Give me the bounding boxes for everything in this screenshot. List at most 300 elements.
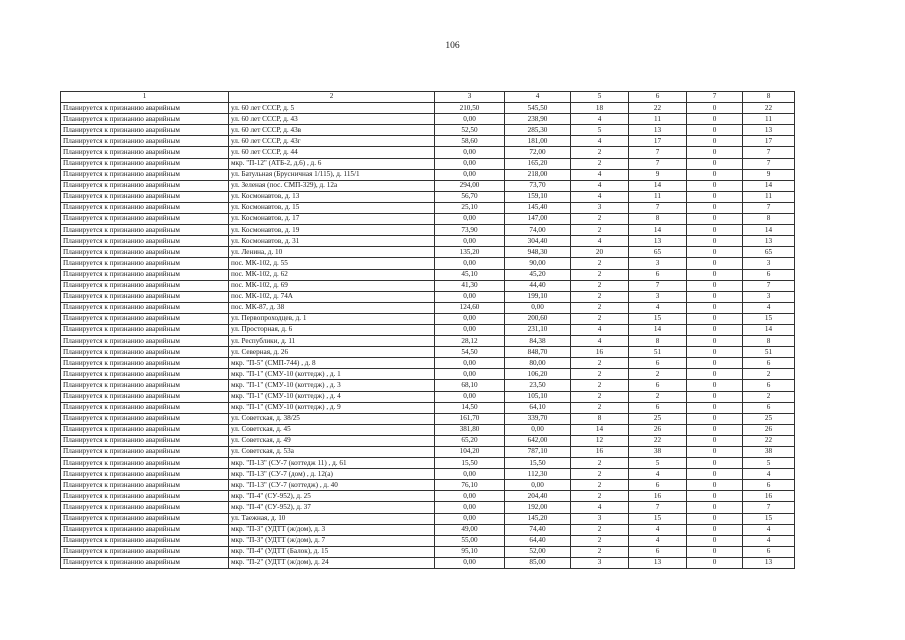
count-cell: 0	[687, 391, 743, 402]
area-cell: 848,70	[505, 347, 571, 358]
area-cell: 0,00	[435, 491, 505, 502]
status-cell: Планируется к признанию аварийным	[61, 269, 229, 280]
area-cell: 0,00	[435, 469, 505, 480]
status-cell: Планируется к признанию аварийным	[61, 103, 229, 114]
count-cell: 9	[743, 169, 795, 180]
address-cell: ул. 60 лет СССР, д. 43г	[229, 136, 435, 147]
status-cell: Планируется к признанию аварийным	[61, 136, 229, 147]
count-cell: 3	[629, 291, 687, 302]
area-cell: 204,40	[505, 491, 571, 502]
housing-register-table	[60, 91, 795, 569]
address-cell: мкр. "П-13" (СУ-7 (коттедж 11) , д. 61	[229, 458, 435, 469]
count-cell: 7	[629, 202, 687, 213]
address-cell: пос. МК-102, д. 62	[229, 269, 435, 280]
count-cell: 2	[629, 369, 687, 380]
count-cell: 5	[743, 458, 795, 469]
count-cell: 0	[687, 247, 743, 258]
area-cell: 787,10	[505, 447, 571, 458]
table-row	[61, 147, 795, 158]
count-cell: 7	[629, 502, 687, 513]
address-cell: мкр. "П-13" (СУ-7 (коттедж) , д. 40	[229, 480, 435, 491]
count-cell: 0	[687, 413, 743, 424]
status-cell: Планируется к признанию аварийным	[61, 214, 229, 225]
area-cell: 0,00	[435, 158, 505, 169]
count-cell: 18	[571, 103, 629, 114]
column-header: 6	[629, 92, 687, 103]
area-cell: 339,70	[505, 413, 571, 424]
table-row	[61, 402, 795, 413]
count-cell: 0	[687, 180, 743, 191]
area-cell: 0,00	[435, 258, 505, 269]
status-cell: Планируется к признанию аварийным	[61, 391, 229, 402]
count-cell: 2	[629, 391, 687, 402]
count-cell: 2	[571, 402, 629, 413]
area-cell: 15,50	[435, 458, 505, 469]
status-cell: Планируется к признанию аварийным	[61, 424, 229, 435]
table-row	[61, 447, 795, 458]
table-row	[61, 480, 795, 491]
count-cell: 22	[743, 435, 795, 446]
count-cell: 8	[629, 336, 687, 347]
count-cell: 3	[743, 258, 795, 269]
table-row	[61, 302, 795, 313]
count-cell: 3	[743, 291, 795, 302]
area-cell: 49,00	[435, 524, 505, 535]
count-cell: 0	[687, 424, 743, 435]
table-row	[61, 103, 795, 114]
status-cell: Планируется к признанию аварийным	[61, 313, 229, 324]
count-cell: 4	[571, 191, 629, 202]
area-cell: 0,00	[505, 424, 571, 435]
address-cell: мкр. "П-1" (СМУ-10 (коттедж) , д. 3	[229, 380, 435, 391]
count-cell: 0	[687, 557, 743, 568]
count-cell: 15	[629, 313, 687, 324]
table-row	[61, 269, 795, 280]
area-cell: 85,00	[505, 557, 571, 568]
count-cell: 14	[743, 225, 795, 236]
address-cell: ул. Северная, д. 26	[229, 347, 435, 358]
area-cell: 55,00	[435, 535, 505, 546]
status-cell: Планируется к признанию аварийным	[61, 280, 229, 291]
status-cell: Планируется к признанию аварийным	[61, 502, 229, 513]
count-cell: 5	[571, 125, 629, 136]
table-row	[61, 458, 795, 469]
address-cell: мкр. "П-5" (СМП-744) , д. 8	[229, 358, 435, 369]
count-cell: 0	[687, 280, 743, 291]
area-cell: 106,20	[505, 369, 571, 380]
column-header: 1	[61, 92, 229, 103]
count-cell: 13	[629, 236, 687, 247]
column-header: 4	[505, 92, 571, 103]
count-cell: 0	[687, 202, 743, 213]
count-cell: 0	[687, 158, 743, 169]
area-cell: 0,00	[435, 291, 505, 302]
area-cell: 147,00	[505, 214, 571, 225]
count-cell: 6	[743, 358, 795, 369]
count-cell: 16	[571, 447, 629, 458]
area-cell: 294,00	[435, 180, 505, 191]
count-cell: 3	[571, 557, 629, 568]
count-cell: 0	[687, 258, 743, 269]
table-row	[61, 180, 795, 191]
count-cell: 17	[629, 136, 687, 147]
table-row	[61, 114, 795, 125]
table-row	[61, 280, 795, 291]
status-cell: Планируется к признанию аварийным	[61, 169, 229, 180]
count-cell: 2	[571, 369, 629, 380]
count-cell: 6	[629, 269, 687, 280]
area-cell: 0,00	[435, 324, 505, 335]
table-row	[61, 424, 795, 435]
status-cell: Планируется к признанию аварийным	[61, 469, 229, 480]
count-cell: 65	[629, 247, 687, 258]
column-header: 3	[435, 92, 505, 103]
table-row	[61, 391, 795, 402]
table-row	[61, 202, 795, 213]
table-row	[61, 469, 795, 480]
address-cell: мкр. "П-1" (СМУ-10 (коттедж) , д. 4	[229, 391, 435, 402]
area-cell: 124,60	[435, 302, 505, 313]
count-cell: 0	[687, 535, 743, 546]
address-cell: ул. 60 лет СССР, д. 43	[229, 114, 435, 125]
count-cell: 4	[743, 524, 795, 535]
area-cell: 161,70	[435, 413, 505, 424]
count-cell: 0	[687, 458, 743, 469]
count-cell: 38	[743, 447, 795, 458]
status-cell: Планируется к признанию аварийным	[61, 114, 229, 125]
count-cell: 2	[571, 391, 629, 402]
count-cell: 65	[743, 247, 795, 258]
status-cell: Планируется к признанию аварийным	[61, 402, 229, 413]
area-cell: 181,00	[505, 136, 571, 147]
status-cell: Планируется к признанию аварийным	[61, 380, 229, 391]
address-cell: мкр. "П-13" (СУ-7 (дом) , д. 12(а)	[229, 469, 435, 480]
area-cell: 0,00	[435, 214, 505, 225]
count-cell: 2	[571, 158, 629, 169]
area-cell: 76,10	[435, 480, 505, 491]
status-cell: Планируется к признанию аварийным	[61, 524, 229, 535]
count-cell: 6	[743, 402, 795, 413]
count-cell: 0	[687, 369, 743, 380]
count-cell: 4	[743, 535, 795, 546]
address-cell: мкр. "П-2" (УДТТ (ж/дом), д. 24	[229, 557, 435, 568]
status-cell: Планируется к признанию аварийным	[61, 324, 229, 335]
count-cell: 4	[571, 180, 629, 191]
table-row	[61, 557, 795, 568]
status-cell: Планируется к признанию аварийным	[61, 513, 229, 524]
table-row	[61, 258, 795, 269]
status-cell: Планируется к признанию аварийным	[61, 125, 229, 136]
count-cell: 2	[571, 291, 629, 302]
status-cell: Планируется к признанию аварийным	[61, 369, 229, 380]
address-cell: ул. Космонавтов, д. 19	[229, 225, 435, 236]
area-cell: 45,10	[435, 269, 505, 280]
count-cell: 0	[687, 480, 743, 491]
address-cell: мкр. "П-1" (СМУ-10 (коттедж) , д. 9	[229, 402, 435, 413]
count-cell: 0	[687, 358, 743, 369]
table-row	[61, 191, 795, 202]
count-cell: 8	[571, 413, 629, 424]
count-cell: 0	[687, 347, 743, 358]
table-row	[61, 291, 795, 302]
count-cell: 4	[629, 469, 687, 480]
status-cell: Планируется к признанию аварийным	[61, 435, 229, 446]
status-cell: Планируется к признанию аварийным	[61, 480, 229, 491]
count-cell: 0	[687, 169, 743, 180]
count-cell: 8	[743, 336, 795, 347]
count-cell: 9	[629, 169, 687, 180]
address-cell: ул. Космонавтов, д. 17	[229, 214, 435, 225]
count-cell: 6	[743, 269, 795, 280]
count-cell: 14	[743, 324, 795, 335]
area-cell: 45,20	[505, 269, 571, 280]
count-cell: 6	[629, 480, 687, 491]
address-cell: мкр. "П-1" (СМУ-10 (коттедж) , д. 1	[229, 369, 435, 380]
area-cell: 0,00	[435, 313, 505, 324]
address-cell: пос. МК-102, д. 69	[229, 280, 435, 291]
count-cell: 2	[571, 469, 629, 480]
address-cell: мкр. "П-12" (АТБ-2, д.6) , д. 6	[229, 158, 435, 169]
count-cell: 2	[743, 369, 795, 380]
table-row	[61, 125, 795, 136]
count-cell: 13	[629, 125, 687, 136]
count-cell: 38	[629, 447, 687, 458]
address-cell: мкр. "П-3" (УДТТ (ж/дом), д. 7	[229, 535, 435, 546]
count-cell: 7	[743, 502, 795, 513]
area-cell: 52,00	[505, 546, 571, 557]
area-cell: 0,00	[435, 169, 505, 180]
area-cell: 95,10	[435, 546, 505, 557]
count-cell: 0	[687, 214, 743, 225]
table-row	[61, 324, 795, 335]
area-cell: 285,30	[505, 125, 571, 136]
count-cell: 7	[743, 280, 795, 291]
table-row	[61, 413, 795, 424]
status-cell: Планируется к признанию аварийным	[61, 147, 229, 158]
count-cell: 0	[687, 269, 743, 280]
status-cell: Планируется к признанию аварийным	[61, 347, 229, 358]
count-cell: 6	[743, 480, 795, 491]
count-cell: 15	[743, 313, 795, 324]
address-cell: пос. МК-87, д. 38	[229, 302, 435, 313]
count-cell: 4	[743, 469, 795, 480]
area-cell: 0,00	[435, 147, 505, 158]
count-cell: 11	[629, 114, 687, 125]
header-row	[61, 92, 795, 103]
count-cell: 0	[687, 147, 743, 158]
count-cell: 17	[743, 136, 795, 147]
count-cell: 0	[687, 469, 743, 480]
status-cell: Планируется к признанию аварийным	[61, 258, 229, 269]
column-header: 8	[743, 92, 795, 103]
count-cell: 14	[629, 180, 687, 191]
table-row	[61, 313, 795, 324]
count-cell: 14	[743, 180, 795, 191]
count-cell: 0	[687, 291, 743, 302]
address-cell: ул. Советская, д. 45	[229, 424, 435, 435]
count-cell: 0	[687, 114, 743, 125]
count-cell: 2	[571, 491, 629, 502]
address-cell: ул. Советская, д. 53а	[229, 447, 435, 458]
table-row	[61, 336, 795, 347]
area-cell: 238,90	[505, 114, 571, 125]
count-cell: 2	[571, 147, 629, 158]
address-cell: ул. Советская, д. 49	[229, 435, 435, 446]
table-row	[61, 247, 795, 258]
area-cell: 165,20	[505, 158, 571, 169]
area-cell: 72,00	[505, 147, 571, 158]
count-cell: 51	[629, 347, 687, 358]
count-cell: 4	[571, 336, 629, 347]
address-cell: ул. Советская, д. 38/25	[229, 413, 435, 424]
area-cell: 0,00	[435, 391, 505, 402]
count-cell: 0	[687, 336, 743, 347]
count-cell: 13	[743, 125, 795, 136]
area-cell: 0,00	[435, 369, 505, 380]
count-cell: 4	[571, 114, 629, 125]
count-cell: 0	[687, 380, 743, 391]
count-cell: 8	[743, 214, 795, 225]
count-cell: 3	[571, 513, 629, 524]
count-cell: 7	[743, 202, 795, 213]
area-cell: 54,50	[435, 347, 505, 358]
count-cell: 0	[687, 447, 743, 458]
status-cell: Планируется к признанию аварийным	[61, 557, 229, 568]
count-cell: 51	[743, 347, 795, 358]
count-cell: 0	[687, 435, 743, 446]
count-cell: 26	[629, 424, 687, 435]
address-cell: ул. Космонавтов, д. 31	[229, 236, 435, 247]
area-cell: 200,60	[505, 313, 571, 324]
count-cell: 2	[571, 358, 629, 369]
count-cell: 2	[571, 524, 629, 535]
area-cell: 68,10	[435, 380, 505, 391]
count-cell: 2	[571, 269, 629, 280]
address-cell: мкр. "П-4" (СУ-952), д. 25	[229, 491, 435, 502]
count-cell: 2	[571, 380, 629, 391]
area-cell: 135,20	[435, 247, 505, 258]
page-number: 106	[445, 41, 460, 51]
address-cell: мкр. "П-3" (УДТТ (ж/дом), д. 3	[229, 524, 435, 535]
count-cell: 2	[571, 313, 629, 324]
count-cell: 5	[629, 458, 687, 469]
area-cell: 14,50	[435, 402, 505, 413]
area-cell: 199,10	[505, 291, 571, 302]
count-cell: 2	[571, 480, 629, 491]
count-cell: 0	[687, 191, 743, 202]
count-cell: 7	[743, 158, 795, 169]
count-cell: 6	[629, 546, 687, 557]
count-cell: 11	[743, 191, 795, 202]
area-cell: 56,70	[435, 191, 505, 202]
count-cell: 6	[743, 380, 795, 391]
count-cell: 14	[629, 324, 687, 335]
count-cell: 6	[743, 546, 795, 557]
status-cell: Планируется к признанию аварийным	[61, 247, 229, 258]
area-cell: 192,00	[505, 502, 571, 513]
area-cell: 73,70	[505, 180, 571, 191]
count-cell: 12	[571, 435, 629, 446]
address-cell: пос. МК-102, д. 55	[229, 258, 435, 269]
area-cell: 80,00	[505, 358, 571, 369]
area-cell: 642,00	[505, 435, 571, 446]
count-cell: 22	[629, 103, 687, 114]
area-cell: 15,50	[505, 458, 571, 469]
area-cell: 0,00	[505, 480, 571, 491]
status-cell: Планируется к признанию аварийным	[61, 225, 229, 236]
table-row	[61, 380, 795, 391]
status-cell: Планируется к признанию аварийным	[61, 291, 229, 302]
area-cell: 23,50	[505, 380, 571, 391]
area-cell: 545,50	[505, 103, 571, 114]
area-cell: 52,50	[435, 125, 505, 136]
address-cell: ул. Космонавтов, д. 15	[229, 202, 435, 213]
count-cell: 0	[687, 302, 743, 313]
area-cell: 0,00	[435, 358, 505, 369]
count-cell: 0	[687, 225, 743, 236]
count-cell: 6	[629, 358, 687, 369]
area-cell: 41,30	[435, 280, 505, 291]
count-cell: 2	[571, 302, 629, 313]
count-cell: 7	[629, 147, 687, 158]
count-cell: 2	[571, 258, 629, 269]
area-cell: 74,00	[505, 225, 571, 236]
status-cell: Планируется к признанию аварийным	[61, 236, 229, 247]
area-cell: 0,00	[505, 302, 571, 313]
count-cell: 7	[629, 280, 687, 291]
area-cell: 0,00	[435, 513, 505, 524]
count-cell: 2	[571, 458, 629, 469]
count-cell: 4	[571, 136, 629, 147]
area-cell: 28,12	[435, 336, 505, 347]
area-cell: 74,40	[505, 524, 571, 535]
count-cell: 0	[687, 524, 743, 535]
table-row	[61, 524, 795, 535]
area-cell: 231,10	[505, 324, 571, 335]
status-cell: Планируется к признанию аварийным	[61, 158, 229, 169]
count-cell: 3	[571, 202, 629, 213]
table-row	[61, 214, 795, 225]
address-cell: ул. Республики, д. 11	[229, 336, 435, 347]
count-cell: 22	[629, 435, 687, 446]
area-cell: 0,00	[435, 557, 505, 568]
count-cell: 0	[687, 236, 743, 247]
table-row	[61, 369, 795, 380]
area-cell: 65,20	[435, 435, 505, 446]
status-cell: Планируется к признанию аварийным	[61, 447, 229, 458]
address-cell: ул. 60 лет СССР, д. 43в	[229, 125, 435, 136]
count-cell: 11	[743, 114, 795, 125]
count-cell: 4	[571, 324, 629, 335]
area-cell: 381,80	[435, 424, 505, 435]
count-cell: 0	[687, 491, 743, 502]
address-cell: мкр. "П-4" (СУ-952), д. 37	[229, 502, 435, 513]
status-cell: Планируется к признанию аварийным	[61, 491, 229, 502]
count-cell: 25	[629, 413, 687, 424]
area-cell: 64,40	[505, 535, 571, 546]
count-cell: 14	[571, 424, 629, 435]
table-row	[61, 546, 795, 557]
count-cell: 0	[687, 136, 743, 147]
table-row	[61, 535, 795, 546]
count-cell: 7	[743, 147, 795, 158]
count-cell: 4	[571, 236, 629, 247]
area-cell: 145,20	[505, 513, 571, 524]
area-cell: 218,00	[505, 169, 571, 180]
status-cell: Планируется к признанию аварийным	[61, 302, 229, 313]
address-cell: ул. Таежная, д. 10	[229, 513, 435, 524]
column-header: 7	[687, 92, 743, 103]
